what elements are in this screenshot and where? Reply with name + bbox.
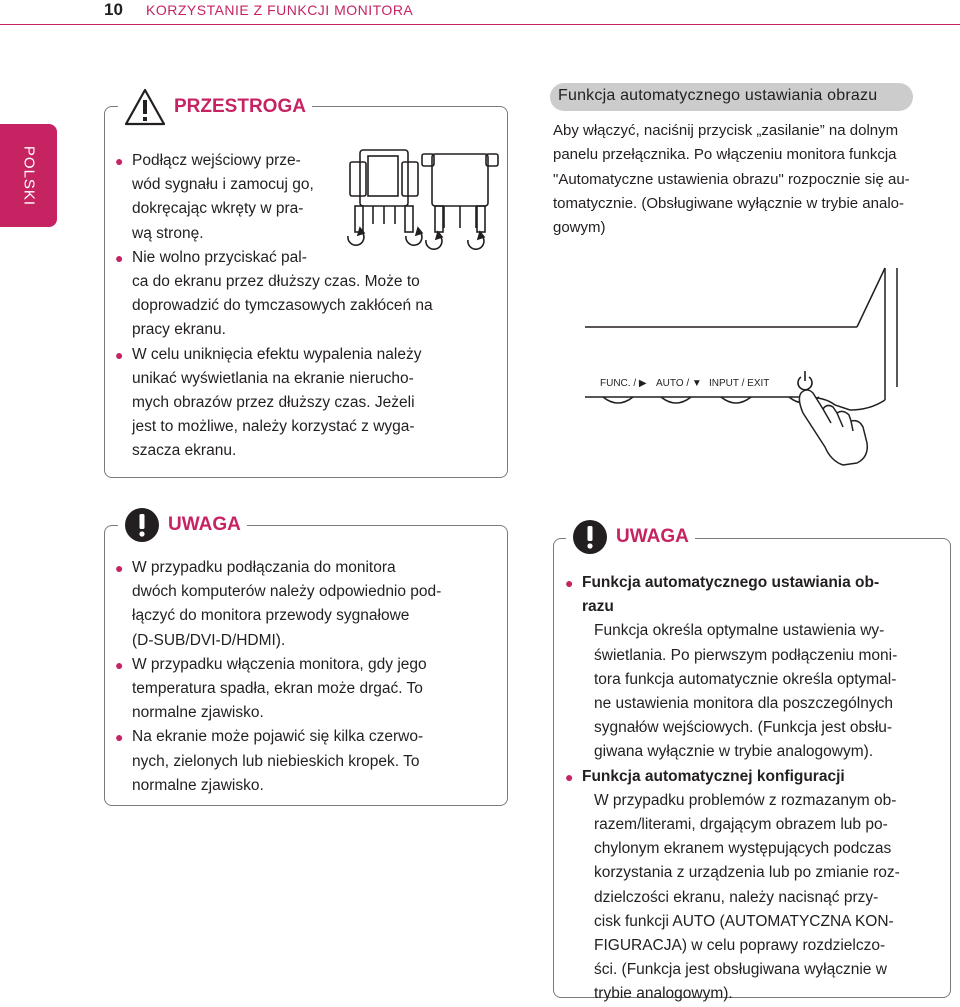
power-icon — [798, 371, 812, 390]
bullet-icon: ● — [115, 729, 124, 746]
note-line: Na ekranie może pojawić się kilka czerwo- — [132, 728, 424, 746]
page-number: 10 — [104, 0, 123, 19]
note-line: trybie analogowym). — [594, 985, 733, 1003]
connector-left-icon — [348, 150, 422, 245]
note-left-title — [118, 506, 247, 544]
note-line: normalne zjawisko. — [132, 776, 264, 794]
signal-cable-connectors-illustration — [340, 140, 500, 250]
note-line: ści. (Funkcja jest obsługiwana wyłącznie w — [594, 961, 887, 979]
note-line: normalne zjawisko. — [132, 704, 264, 722]
paragraph-line: gowym) — [553, 219, 606, 237]
note-line: razem/literami, drgającym obrazem lub po- — [594, 816, 888, 834]
language-tab-label: POLSKI — [20, 145, 38, 207]
exclamation-icon — [124, 507, 160, 543]
paragraph-line: panelu przełącznika. Po włączeniu monitora funkcja — [553, 146, 897, 164]
monitor-control-panel-illustration — [585, 265, 925, 475]
caution-line: jest to możliwe, należy korzystać z wyga- — [132, 418, 415, 436]
caution-item — [115, 343, 495, 464]
bullet-icon: ● — [565, 768, 574, 785]
note-right-list — [565, 571, 945, 1007]
connector-right-icon — [422, 154, 498, 249]
caution-line: unikać wyświetlania na ekranie nierucho- — [132, 369, 414, 387]
caution-title — [118, 88, 312, 126]
note-line: FIGURACJA) w celu poprawy rozdzielczo- — [594, 937, 886, 955]
note-line: sygnałów wejściowych. (Funkcja jest obsłu- — [594, 719, 893, 737]
note-line: temperatura spadła, ekran może drgać. To — [132, 680, 423, 698]
note-body — [582, 789, 945, 1007]
note-line: korzystania z urządzenia lub po zmianie roz- — [594, 864, 900, 882]
caution-line: wą stronę. — [132, 224, 204, 242]
bullet-icon: ● — [565, 575, 574, 591]
input-exit-button-label: INPUT / EXIT — [709, 378, 770, 389]
note-right-title-text: UWAGA — [616, 526, 689, 547]
note-line: nych, zielonych lub niebieskich kropek. To — [132, 752, 420, 770]
paragraph-line: tomatycznie. (Obsługiwane wyłącznie w trybie analo- — [553, 194, 904, 212]
caution-line: Nie wolno przyciskać pal- — [132, 248, 307, 266]
caution-line: ca do ekranu przez dłuższy czas. Może to — [132, 273, 420, 291]
page-header — [0, 0, 960, 22]
section-title: KORZYSTANIE Z FUNKCJI MONITORA — [146, 2, 414, 18]
note-line: tora funkcja automatycznie określa optymal- — [594, 670, 897, 688]
note-line: Funkcja określa optymalne ustawienia wy- — [594, 622, 885, 640]
caution-line: szacza ekranu. — [132, 442, 237, 460]
caution-title-text: PRZESTROGA — [174, 96, 306, 117]
note-line: W przypadku problemów z rozmazanym ob- — [594, 791, 897, 809]
note-line: łączyć do monitora przewody sygnałowe — [132, 607, 410, 625]
note-left-list — [115, 556, 500, 798]
note-line: W przypadku włączenia monitora, gdy jego — [132, 655, 427, 673]
auto-setup-heading-text: Funkcja automatycznego ustawiania obrazu — [558, 87, 878, 104]
note-line: chylonym ekranem występujących podczas — [594, 840, 892, 858]
note-item — [115, 556, 500, 653]
pressing-hand-icon — [799, 390, 867, 465]
note-line: dzielczości ekranu, należy nacisnąć przy- — [594, 888, 879, 906]
note-left-title-text: UWAGA — [168, 514, 241, 535]
auto-setup-paragraph — [553, 119, 953, 240]
note-body — [582, 619, 945, 764]
warning-triangle-icon — [124, 88, 166, 126]
note-line: ne ustawienia monitora dla poszczególnych — [594, 695, 893, 713]
caution-line: Podłącz wejściowy prze- — [132, 152, 301, 169]
header-divider — [0, 24, 960, 25]
note-line: giwana wyłącznie w trybie analogowym). — [594, 743, 874, 761]
note-item — [565, 571, 945, 765]
caution-line: dokręcając wkręty w pra- — [132, 200, 304, 218]
note-line: (D-SUB/DVI-D/HDMI). — [132, 631, 286, 649]
bullet-icon: ● — [115, 656, 124, 673]
caution-line: W celu uniknięcia efektu wypalenia należy — [132, 345, 422, 363]
caution-line: wód sygnału i zamocuj go, — [132, 176, 314, 194]
note-heading-line: Funkcja automatycznej konfiguracji — [582, 767, 845, 785]
bullet-icon: ● — [115, 249, 124, 266]
note-line: świetlania. Po pierwszym podłączeniu moni- — [594, 646, 898, 664]
caution-item — [115, 246, 495, 343]
exclamation-icon — [572, 519, 608, 555]
note-item — [115, 725, 500, 798]
paragraph-line: Aby włączyć, naciśnij przycisk „zasilanie” na dolnym — [553, 122, 899, 139]
bullet-icon: ● — [115, 560, 124, 576]
note-line: dwóch komputerów należy odpowiednio pod- — [132, 583, 442, 601]
auto-button-label: AUTO / ▼ — [656, 378, 702, 389]
note-heading-line: Funkcja automatycznego ustawiania ob- — [582, 574, 880, 591]
note-line: cisk funkcji AUTO (AUTOMATYCZNA KON- — [594, 912, 894, 930]
note-line: W przypadku podłączania do monitora — [132, 559, 396, 576]
bullet-icon: ● — [115, 346, 124, 363]
paragraph-line: "Automatyczne ustawienia obrazu" rozpocznie się au- — [553, 170, 910, 188]
language-tab — [0, 124, 57, 227]
note-heading-line: razu — [582, 598, 614, 616]
auto-setup-heading — [550, 83, 913, 111]
func-button-label: FUNC. / ▶ — [600, 378, 647, 389]
note-item — [115, 653, 500, 726]
caution-line: doprowadzić do tymczasowych zakłóceń na — [132, 297, 433, 315]
bullet-icon: ● — [115, 153, 124, 169]
note-right-title — [566, 518, 695, 556]
caution-line: mych obrazów przez dłuższy czas. Jeżeli — [132, 394, 415, 412]
note-item — [565, 765, 945, 1007]
caution-line: pracy ekranu. — [132, 321, 226, 339]
